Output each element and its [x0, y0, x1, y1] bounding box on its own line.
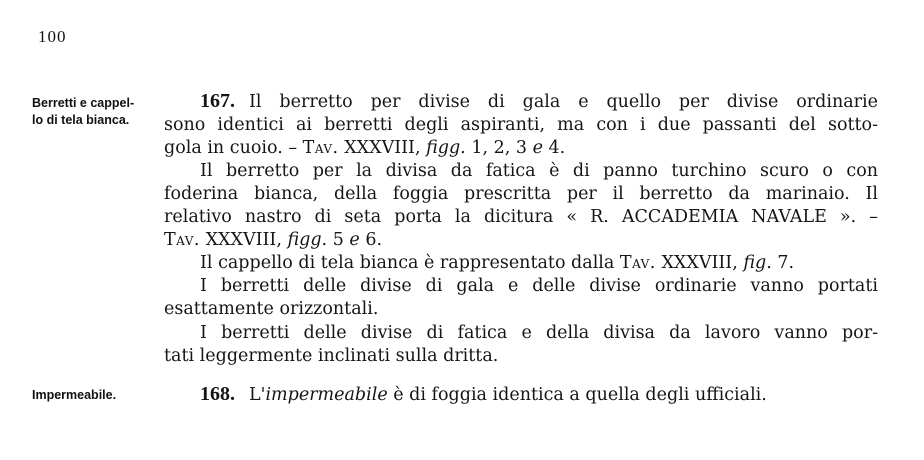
- text-span: L': [249, 385, 266, 405]
- figure-number: 6.: [365, 230, 383, 250]
- text-line: I berretti delle divise di gala e delle divise ordinarie vanno portati: [200, 276, 878, 296]
- sidenote-line: Berretti e cappel-: [32, 96, 135, 110]
- sidenote-line: lo di tela bianca.: [32, 113, 130, 127]
- figure-number: 5: [332, 230, 344, 250]
- italic-term: impermeabile: [265, 385, 388, 405]
- text-line: I berretti delle divise di fatica e della divisa da lavoro vanno por-: [200, 323, 878, 343]
- sidenote-berretti: [32, 95, 134, 129]
- text-line: sono identici ai berretti degli aspiranti, ma con i due passanti del sotto-: [164, 115, 878, 135]
- text-line: relativo nastro di seta porta la dicitura « R. ACCADEMIA NAVALE ». –: [164, 207, 878, 227]
- tav-label: Tav.: [164, 230, 200, 250]
- tav-number: XXXVIII,: [344, 138, 421, 158]
- section-168: [164, 383, 878, 407]
- tav-label: Tav.: [619, 253, 656, 273]
- text-line: [164, 383, 878, 407]
- figure-numbers: 1, 2, 3: [471, 138, 527, 158]
- text-span: è di foggia identica a quella degli ufficiali.: [387, 385, 767, 405]
- text-line: tati leggermente inclinati sulla dritta.: [164, 346, 499, 366]
- tav-number: XXXVIII,: [205, 230, 282, 250]
- text-line: Il berretto per la divisa da fatica è di panno turchino scuro o con: [200, 161, 878, 181]
- section-number: 168.: [200, 383, 235, 405]
- text-line: [164, 137, 878, 160]
- tav-number: XXXVIII,: [661, 253, 738, 273]
- page-number: 100: [38, 27, 67, 46]
- sidenote-line: Impermeabile.: [32, 388, 117, 402]
- figure-number: 4.: [548, 138, 566, 158]
- figg-label: figg.: [426, 138, 466, 158]
- sidenote-impermeabile: [32, 387, 116, 404]
- conjunction: e: [532, 138, 543, 158]
- figure-number: 7.: [777, 253, 795, 273]
- section-167: [164, 90, 878, 368]
- text-line: esattamente orizzontali.: [164, 299, 379, 319]
- fig-label: fig.: [743, 253, 772, 273]
- text-span: gola in cuoio. –: [164, 138, 303, 158]
- text-line: [164, 229, 878, 252]
- section-number: 167.: [200, 90, 235, 112]
- tav-label: Tav.: [302, 138, 339, 158]
- text-line: [164, 252, 878, 275]
- text-span: Il berretto per divise di gala e quello per divise ordinarie: [249, 92, 878, 112]
- conjunction: e: [349, 230, 360, 250]
- figg-label: figg.: [287, 230, 328, 250]
- text-span: Il cappello di tela bianca è rappresentato dalla: [200, 253, 620, 273]
- text-line: [164, 90, 878, 114]
- text-line: foderina bianca, della foggia prescritta per il berretto da marinaio. Il: [164, 184, 878, 204]
